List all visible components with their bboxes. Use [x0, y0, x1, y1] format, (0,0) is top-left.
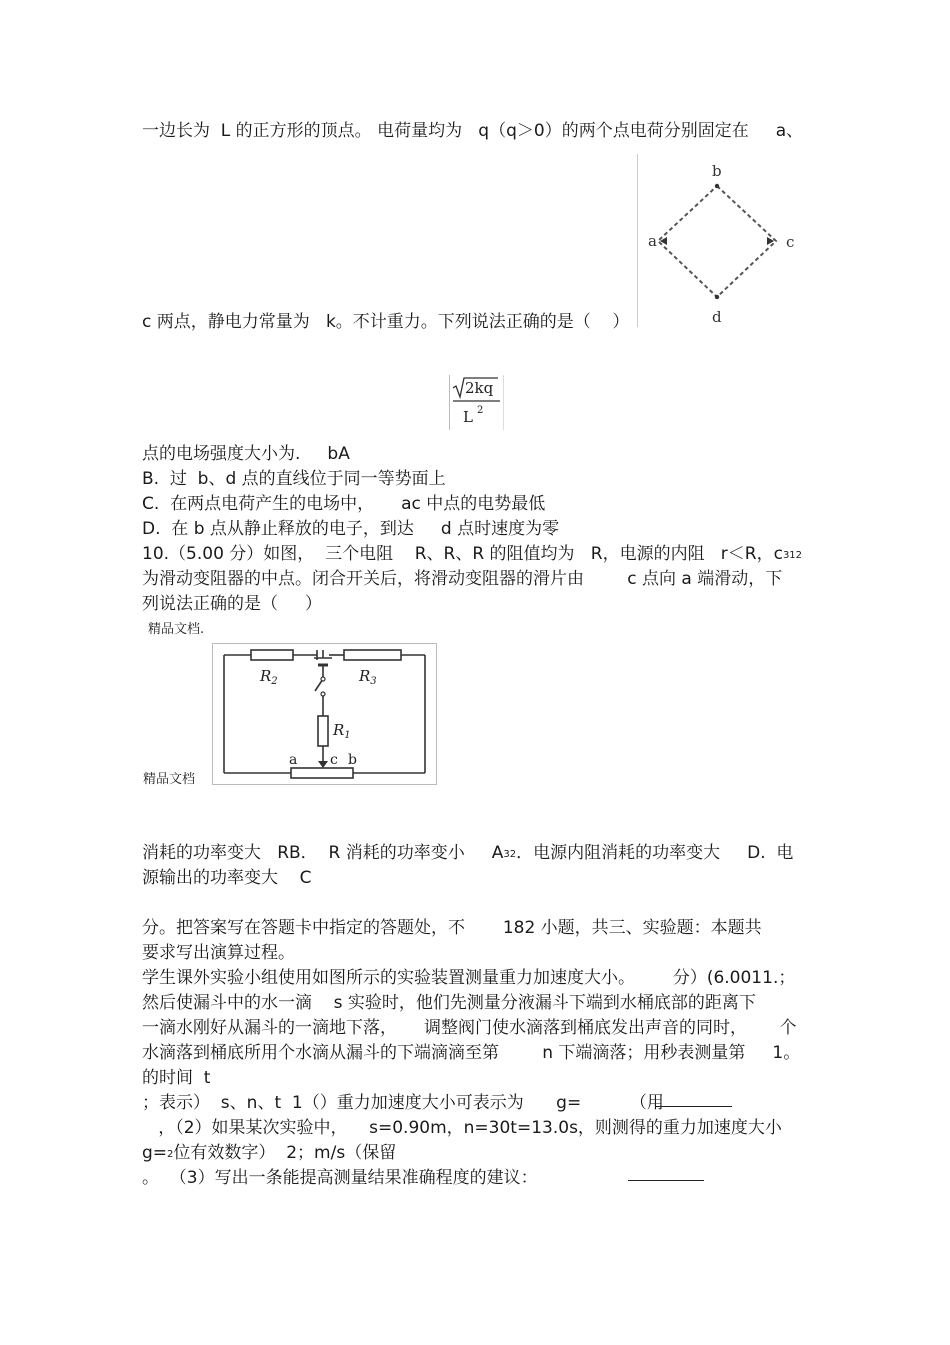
answer-line-1: 消耗的功率变大 RB． R 消耗的功率变小 A32．电源内阻消耗的功率变大 D. 电: [142, 843, 794, 863]
option-c: C. 在两点电荷产生的电场中， ac 中点的电势最低: [142, 494, 546, 514]
vertex-d-label: d: [712, 308, 722, 326]
question-11-line-5: 的时间 t: [142, 1068, 211, 1088]
field-strength-formula: [449, 375, 504, 430]
vertex-b-label: b: [712, 162, 722, 180]
question-10-line-3: 列说法正确的是（ ）: [142, 594, 323, 614]
formula-numerator: 2kq: [465, 379, 494, 397]
blank-underline-1: [656, 1106, 732, 1107]
vertex-c-label: c: [786, 233, 795, 251]
text-line-3: 点的电场强度大小为. bA: [142, 444, 350, 464]
question-10-line-1: 10.（5.00 分）如图， 三个电阻 R、R、R 的阻值均为 R，电源的内阻 r＜R，c312: [142, 544, 803, 564]
question-11-line-2: 然后使漏斗中的水一滴 s 实验时，他们先测量分液漏斗下端到水桶底部的距离下: [142, 993, 756, 1013]
question-11-line-7: ，（2）如果某次实验中， s=0.90m，n=30t=13.0s，则测得的重力加速度大小: [142, 1118, 782, 1138]
r2-label: $R_2$: [260, 667, 278, 687]
rheostat-b-label: b: [348, 752, 357, 768]
circuit-diagram: [212, 643, 437, 785]
question-11-line-4: 水滴落到桶底所用个水滴从漏斗的下端滴滴至第 n 下端滴落；用秒表测量第 1。: [142, 1043, 801, 1063]
option-d: D. 在 b 点从静止释放的电子，到达 d 点时速度为零: [142, 519, 560, 539]
r1-label: $R_1$: [333, 721, 351, 741]
rheostat-a-label: a: [289, 752, 298, 768]
question-11-line-8: g=2位有效数字） 2；m/s（保留: [142, 1143, 397, 1163]
blank-underline-2: [628, 1180, 704, 1181]
formula-exponent: 2: [477, 405, 484, 416]
formula-denominator: L: [463, 408, 473, 426]
answer-line-2: 源输出的功率变大 C: [142, 868, 312, 888]
option-b: B. 过 b、d 点的直线位于同一等势面上: [142, 469, 446, 489]
question-11-line-3: 一滴水刚好从漏斗的一滴地下落， 调整阀门使水滴落到桶底发出声音的同时， 个: [142, 1018, 797, 1038]
square-charge-diagram: [637, 154, 804, 327]
text-line-2: c 两点，静电力常量为 k。不计重力。下列说法正确的是（ ）: [142, 312, 630, 332]
rheostat-c-label: c: [330, 752, 338, 768]
question-11-line-6: ；表示） s、n、t 1（）重力加速度大小可表示为 g= （用: [142, 1093, 664, 1113]
watermark-2: 精品文档: [143, 772, 196, 787]
question-11-line-9: 。 （3）写出一条能提高测量结果准确程度的建议：: [142, 1168, 538, 1188]
section-3-line-1: 分。把答案写在答题卡中指定的答题处，不 182 小题，共三、实验题：本题共: [142, 918, 762, 938]
section-3-line-2: 要求写出演算过程。: [142, 943, 295, 963]
question-11-line-1: 学生课外实验小组使用如图所示的实验装置测量重力加速度大小。 分）(6.0011.；: [142, 968, 796, 988]
vertex-a-label: a: [648, 232, 657, 250]
question-10-line-2: 为滑动变阻器的中点。闭合开关后，将滑动变阻器的滑片由 c 点向 a 端滑动，下: [142, 569, 783, 589]
r3-label: $R_3$: [359, 667, 377, 687]
text-line-1: 一边长为 L 的正方形的顶点。 电荷量均为 q（q＞0）的两个点电荷分别固定在 a、: [142, 121, 804, 141]
watermark-1: 精品文档.: [148, 622, 205, 637]
